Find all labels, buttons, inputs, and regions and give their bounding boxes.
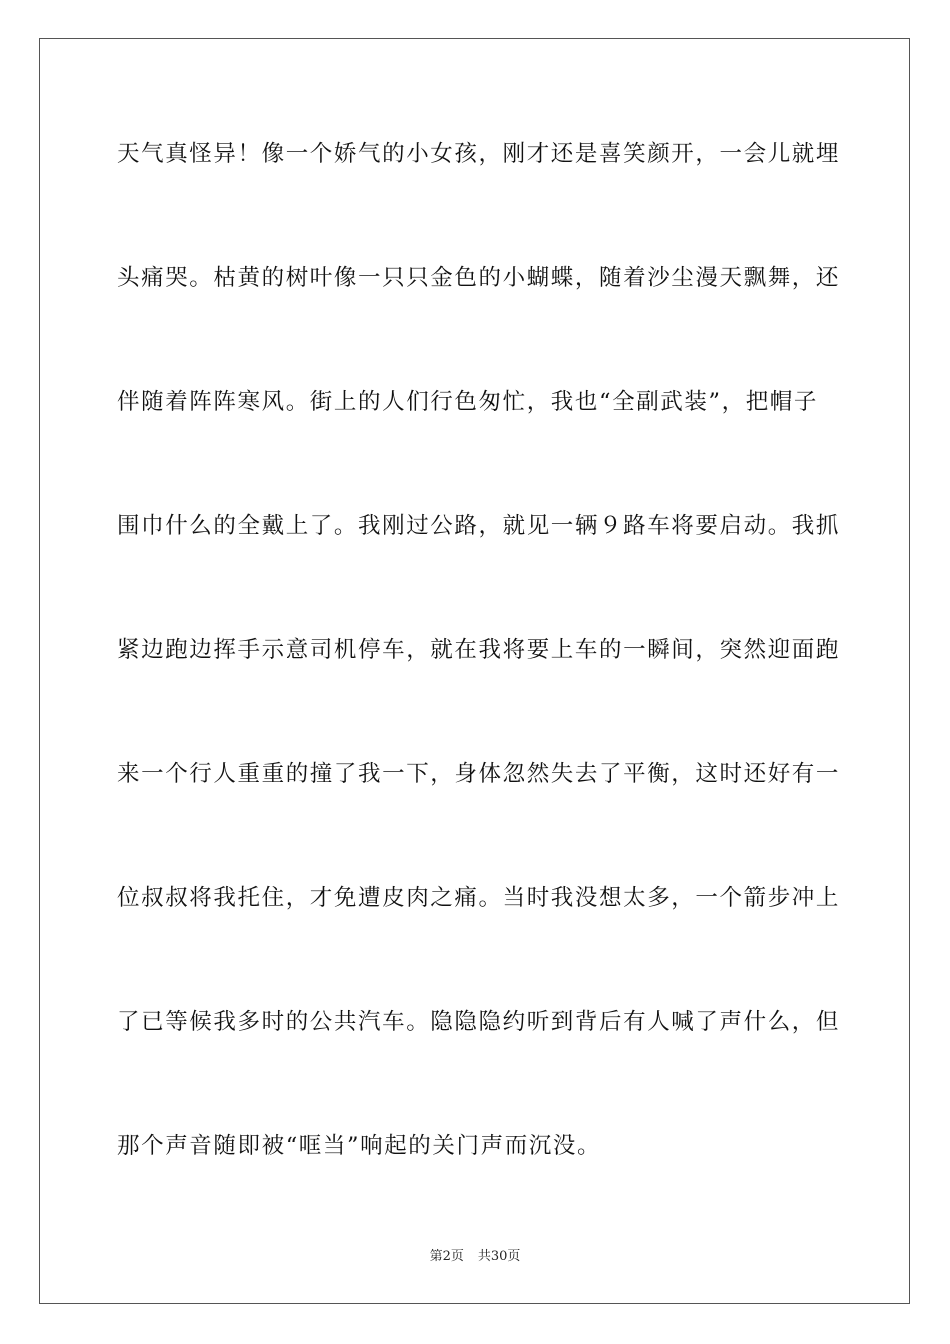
text-line: 位叔叔将我托住，才免遭皮肉之痛。当时我没想太多，一个箭步冲上 [117, 885, 841, 911]
page-number-total: 共30页 [477, 1249, 521, 1264]
page-footer [0, 1248, 950, 1266]
text-line: 来一个行人重重的撞了我一下，身体忽然失去了平衡，这时还好有一 [117, 761, 841, 787]
text-line: 天气真怪异！像一个娇气的小女孩，刚才还是喜笑颜开，一会儿就埋 [117, 141, 841, 167]
text-line: 紧边跑边挥手示意司机停车，就在我将要上车的一瞬间，突然迎面跑 [117, 637, 841, 663]
page-number-current: 第2页 [429, 1249, 464, 1264]
text-line: 了已等候我多时的公共汽车。隐隐隐约听到背后有人喊了声什么，但 [117, 1009, 841, 1035]
text-line: 头痛哭。枯黄的树叶像一只只金色的小蝴蝶，随着沙尘漫天飘舞，还 [117, 265, 841, 291]
text-line: 伴随着阵阵寒风。街上的人们行色匆忙，我也“全副武装”，把帽子 [117, 389, 819, 415]
document-body [117, 124, 841, 1240]
text-line: 那个声音随即被“哐当”响起的关门声而沉没。 [117, 1133, 602, 1159]
text-line: 围巾什么的全戴上了。我刚过公路，就见一辆９路车将要启动。我抓 [117, 513, 841, 539]
